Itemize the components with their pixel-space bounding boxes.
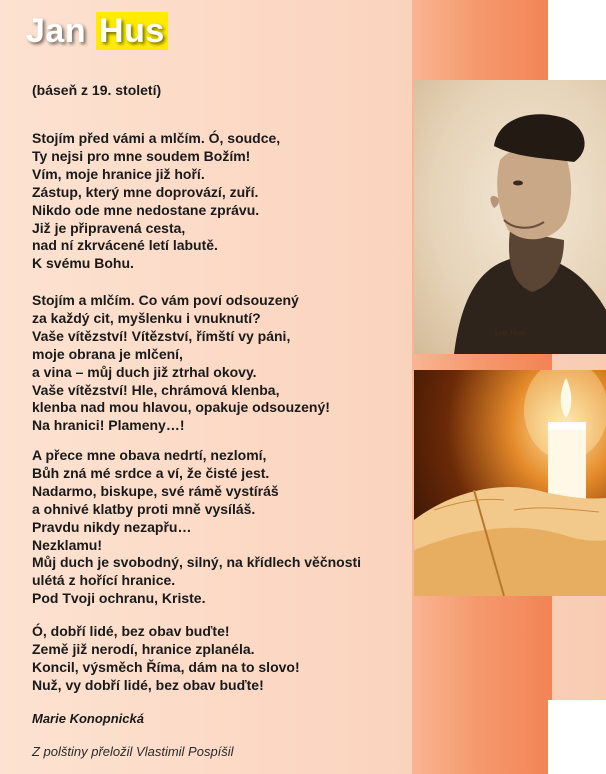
poem-stanza-1: [32, 130, 280, 273]
poem-line: Stojím před vámi a mlčím. Ó, soudce,: [32, 130, 281, 146]
decorative-white-block: [548, 700, 606, 774]
title-highlight: Hus: [96, 12, 168, 50]
candle-book-image: [414, 370, 606, 596]
poem-line: A přece mne obava nedrtí, nezlomí,: [32, 447, 267, 463]
poem-line: klenba nad mou hlavou, opakuje odsouzený!: [32, 399, 330, 416]
candle-book-illustration: [414, 370, 606, 596]
poem-line: Země již nerodí, hranice zplanéla.: [32, 640, 255, 657]
poem-line: Vaše vítězství! Hle, chrámová klenba,: [32, 381, 280, 398]
poem-line: Nezklamu!: [32, 536, 103, 553]
poem-line: a ohnivé klatby proti mně vysíláš.: [32, 500, 256, 517]
poem-line: Vaše vítězství! Vítězství, římští vy páni,: [32, 327, 291, 344]
poem-line: Nikdo ode mne nedostane zprávu.: [32, 201, 260, 218]
poem-line: Pravdu nikdy nezapřu…: [32, 518, 192, 535]
poem-line: Ty nejsi pro mne soudem Božím!: [32, 147, 251, 164]
poem-author: Marie Konopnická: [32, 711, 144, 726]
poem-subtitle: (báseň z 19. století): [32, 82, 162, 98]
poem-line: Na hranici! Plameny…!: [32, 417, 185, 434]
translator-credit: Z polštiny přeložil Vlastimil Pospíšil: [32, 744, 234, 759]
portrait-illustration: [414, 80, 606, 354]
poem-stanza-3: [32, 447, 361, 608]
poem-stanza-4: [32, 623, 300, 695]
title-first: Jan: [26, 12, 87, 50]
portrait-image: [414, 80, 606, 354]
poem-line: Nadarmo, biskupe, své rámě vystíráš: [32, 482, 279, 499]
poem-line: K svému Bohu.: [32, 255, 134, 272]
poem-line: Již je připravená cesta,: [32, 219, 186, 236]
poem-line: Stojím a mlčím. Co vám poví odsouzený: [32, 292, 299, 308]
poem-line: Ó, dobří lidé, bez obav buďte!: [32, 623, 230, 639]
portrait-caption: Jan Hus: [494, 328, 526, 337]
poem-line: Vím, moje hranice již hoří.: [32, 165, 205, 182]
poem-line: ulétá z hořící hranice.: [32, 572, 176, 589]
page-title: [26, 12, 168, 51]
poem-line: Zástup, který mne doprovází, zuří.: [32, 183, 259, 200]
poem-line: Bůh zná mé srdce a ví, že čisté jest.: [32, 464, 270, 481]
poem-line: nad ní zkrvácené letí labutě.: [32, 237, 218, 254]
poem-line: a vina – můj duch již ztrhal okovy.: [32, 363, 257, 380]
poem-stanza-2: [32, 292, 330, 435]
decorative-white-block: [548, 0, 606, 80]
poem-line: moje obrana je mlčení,: [32, 345, 183, 362]
poem-line: Nuž, vy dobří lidé, bez obav buďte!: [32, 676, 264, 693]
poem-line: za každý cit, myšlenku i vnuknutí?: [32, 309, 261, 326]
poem-line: Koncil, výsměch Říma, dám na to slovo!: [32, 658, 300, 675]
poem-line: Pod Tvoji ochranu, Kriste.: [32, 590, 206, 607]
poem-line: Můj duch je svobodný, silný, na křídlech věčnosti: [32, 554, 362, 571]
